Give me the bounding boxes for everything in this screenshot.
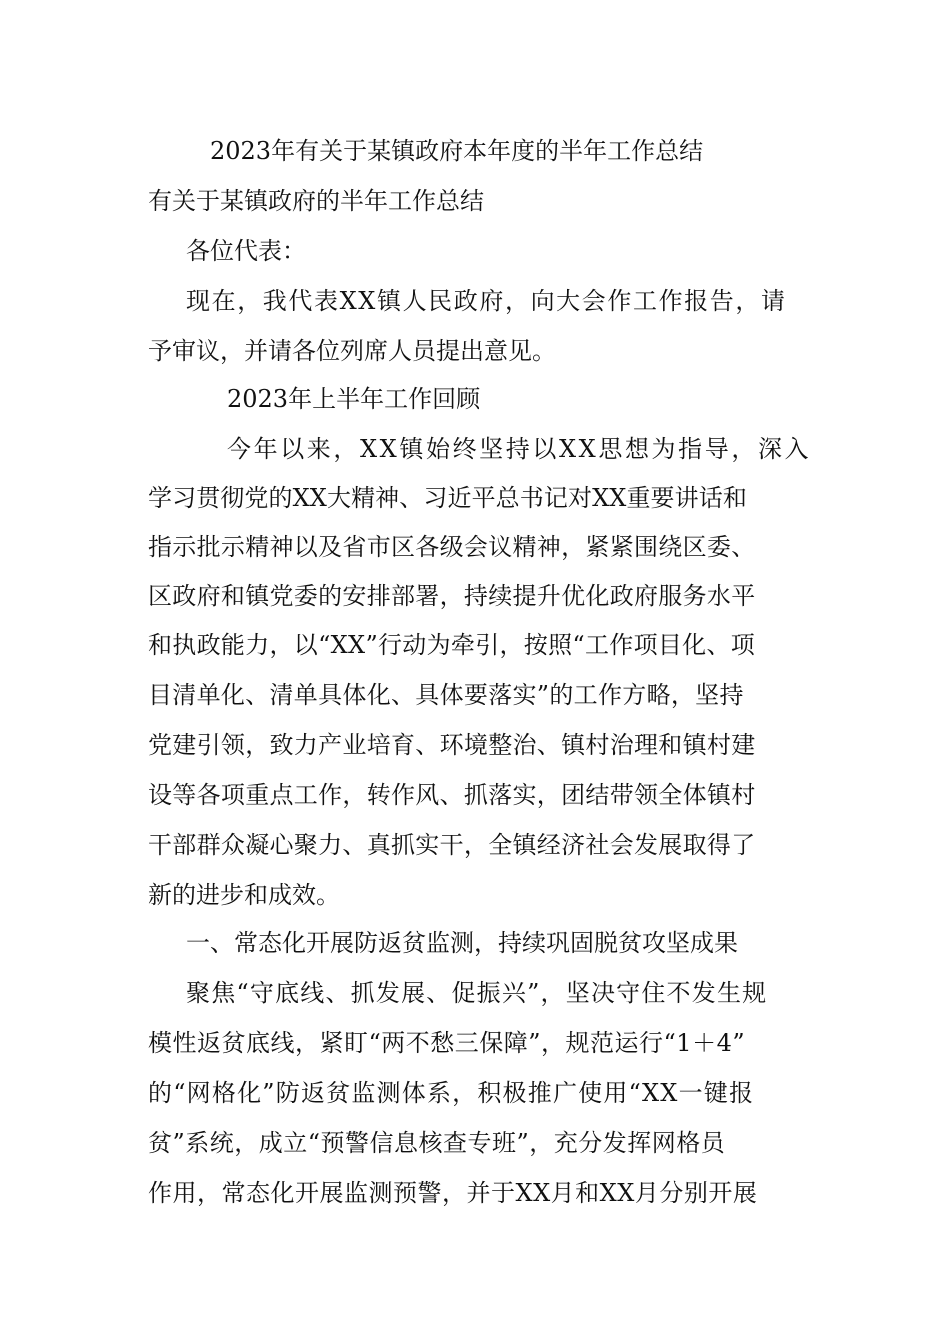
paragraph-line: 作用，常态化开展监测预警，并于XX月和XX月分别开展 [148, 1179, 758, 1207]
document-title: 2023年有关于某镇政府本年度的半年工作总结 [210, 137, 704, 165]
paragraph-line: 予审议，并请各位列席人员提出意见。 [148, 337, 556, 365]
paragraph-line: 目清单化、清单具体化、具体要落实”的工作方略，坚持 [148, 681, 744, 709]
paragraph-line: 和执政能力，以“XX”行动为牵引，按照“工作项目化、项 [148, 631, 756, 659]
section-heading: 2023年上半年工作回顾 [227, 385, 481, 413]
document-subtitle: 有关于某镇政府的半年工作总结 [148, 187, 484, 215]
paragraph-line: 模性返贫底线，紧盯“两不愁三保障”，规范运行“1＋4” [148, 1029, 746, 1057]
paragraph-line: 指示批示精神以及省市区各级会议精神，紧紧围绕区委、 [148, 533, 756, 561]
paragraph-line: 学习贯彻党的XX大精神、习近平总书记对XX重要讲话和 [148, 484, 747, 512]
paragraph-line: 聚焦“守底线、抓发展、促振兴”，坚决守住不发生规 [186, 979, 768, 1007]
paragraph-line: 现在，我代表XX镇人民政府，向大会作工作报告，请 [186, 287, 787, 315]
paragraph-line: 新的进步和成效。 [148, 881, 340, 909]
point-heading: 一、常态化开展防返贫监测，持续巩固脱贫攻坚成果 [186, 929, 738, 957]
paragraph-line: 设等各项重点工作，转作风、抓落实，团结带领全体镇村 [148, 781, 756, 809]
paragraph-line: 区政府和镇党委的安排部署，持续提升优化政府服务水平 [148, 582, 756, 610]
paragraph-line: 干部群众凝心聚力、真抓实干，全镇经济社会发展取得了 [148, 831, 756, 859]
paragraph-line: 的“网格化”防返贫监测体系，积极推广使用“XX一键报 [148, 1079, 755, 1107]
paragraph-line: 贫”系统，成立“预警信息核查专班”，充分发挥网格员 [148, 1129, 726, 1157]
paragraph-line: 党建引领，致力产业培育、环境整治、镇村治理和镇村建 [148, 731, 756, 759]
paragraph-line: 今年以来，XX镇始终坚持以XX思想为指导，深入 [227, 435, 812, 463]
salutation: 各位代表： [186, 237, 306, 265]
